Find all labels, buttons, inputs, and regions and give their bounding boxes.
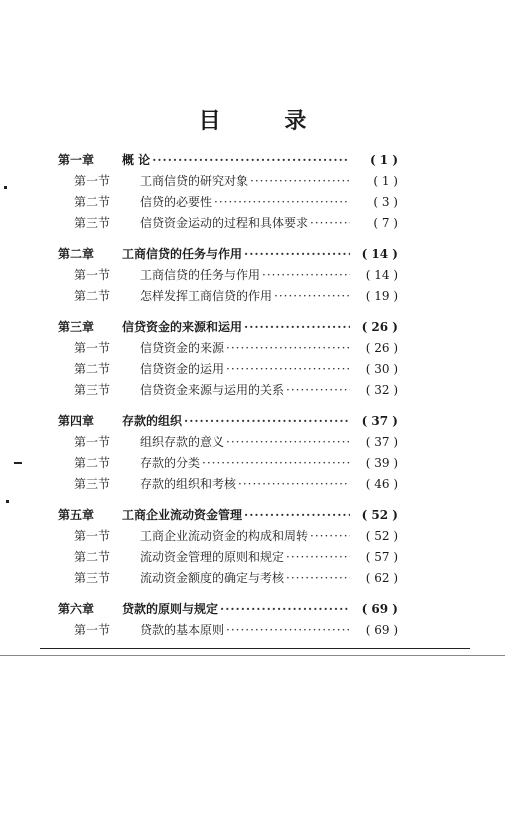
toc-section-row	[58, 620, 398, 641]
chapter-number: 第六章	[58, 602, 95, 616]
page-number: ( 52 )	[365, 529, 398, 543]
section-number: 第二节	[74, 289, 111, 303]
section-number: 第三节	[74, 216, 111, 230]
scan-speck	[6, 500, 9, 503]
section-number: 第三节	[74, 571, 111, 585]
chapter-gap	[58, 234, 398, 244]
section-title: 存款的组织和考核	[140, 477, 237, 491]
dot-leader	[310, 213, 350, 234]
page-number: ( 14 )	[365, 268, 398, 282]
section-number: 第二节	[74, 362, 111, 376]
page-number: ( 69 )	[361, 602, 398, 616]
page-number: ( 46 )	[365, 477, 398, 491]
dot-leader	[152, 150, 350, 171]
chapter-number: 第三章	[58, 320, 95, 334]
toc-chapter-row	[58, 599, 398, 620]
section-number: 第二节	[74, 456, 111, 470]
page-number: ( 1 )	[369, 153, 398, 167]
dot-leader	[274, 286, 350, 307]
toc-chapter-row	[58, 317, 398, 338]
toc-section-row	[58, 474, 398, 495]
chapter-title: 工商企业流动资金管理	[122, 508, 243, 522]
chapter-title: 信贷资金的来源和运用	[122, 320, 243, 334]
section-title: 存款的分类	[140, 456, 201, 470]
page-number: ( 7 )	[373, 216, 398, 230]
dot-leader	[214, 192, 350, 213]
dot-leader	[244, 505, 350, 526]
section-number: 第二节	[74, 195, 111, 209]
page-number: ( 57 )	[365, 550, 398, 564]
scan-speck	[14, 462, 22, 464]
toc-section-row	[58, 265, 398, 286]
toc-section-row	[58, 359, 398, 380]
dot-leader	[226, 620, 350, 641]
page-number: ( 37 )	[361, 414, 398, 428]
toc-section-row	[58, 432, 398, 453]
section-title: 信贷资金运动的过程和具体要求	[140, 216, 309, 230]
dot-leader	[226, 338, 350, 359]
chapter-gap	[58, 589, 398, 599]
section-number: 第一节	[74, 529, 111, 543]
page-number: ( 19 )	[365, 289, 398, 303]
page-number: ( 32 )	[365, 383, 398, 397]
toc-section-row	[58, 380, 398, 401]
section-number: 第一节	[74, 341, 111, 355]
section-number: 第一节	[74, 268, 111, 282]
chapter-gap	[58, 307, 398, 317]
toc-chapter-row	[58, 244, 398, 265]
chapter-title: 存款的组织	[122, 414, 183, 428]
toc-section-row	[58, 171, 398, 192]
table-of-contents	[58, 150, 398, 641]
dot-leader	[286, 547, 350, 568]
dot-leader	[244, 244, 350, 265]
page-number: ( 3 )	[373, 195, 398, 209]
dot-leader	[202, 453, 350, 474]
section-title: 工商企业流动资金的构成和周转	[140, 529, 309, 543]
dot-leader	[250, 171, 350, 192]
section-title: 流动资金额度的确定与考核	[140, 571, 285, 585]
toc-section-row	[58, 286, 398, 307]
section-number: 第二节	[74, 550, 111, 564]
section-title: 信贷资金的来源	[140, 341, 225, 355]
chapter-title: 概 论	[122, 153, 151, 167]
dot-leader	[310, 526, 350, 547]
dot-leader	[226, 359, 350, 380]
dot-leader	[262, 265, 350, 286]
toc-chapter-row	[58, 150, 398, 171]
scan-speck	[4, 186, 7, 189]
chapter-number: 第四章	[58, 414, 95, 428]
chapter-gap	[58, 495, 398, 505]
toc-section-row	[58, 547, 398, 568]
section-title: 贷款的基本原则	[140, 623, 225, 637]
section-title: 信贷资金的运用	[140, 362, 225, 376]
page-number: ( 69 )	[365, 623, 398, 637]
page-number: ( 39 )	[365, 456, 398, 470]
page-number: ( 26 )	[365, 341, 398, 355]
section-title: 信贷的必要性	[140, 195, 213, 209]
toc-section-row	[58, 338, 398, 359]
toc-section-row	[58, 192, 398, 213]
section-title: 工商信贷的任务与作用	[140, 268, 261, 282]
section-title: 组织存款的意义	[140, 435, 225, 449]
section-title: 信贷资金来源与运用的关系	[140, 383, 285, 397]
dot-leader	[220, 599, 350, 620]
section-number: 第三节	[74, 477, 111, 491]
dot-leader	[238, 474, 350, 495]
dot-leader	[184, 411, 350, 432]
dot-leader	[226, 432, 350, 453]
dot-leader	[244, 317, 350, 338]
bottom-rule	[40, 648, 470, 649]
page-number: ( 1 )	[373, 174, 398, 188]
bottom-rule-faint	[0, 655, 505, 656]
page-title: 目 录	[198, 108, 335, 134]
page-number: ( 52 )	[361, 508, 398, 522]
dot-leader	[286, 568, 350, 589]
toc-section-row	[58, 213, 398, 234]
section-title: 工商信贷的研究对象	[140, 174, 249, 188]
page-number: ( 37 )	[365, 435, 398, 449]
section-number: 第一节	[74, 435, 111, 449]
section-title: 怎样发挥工商信贷的作用	[140, 289, 273, 303]
section-number: 第一节	[74, 174, 111, 188]
toc-section-row	[58, 453, 398, 474]
chapter-number: 第一章	[58, 153, 95, 167]
chapter-number: 第二章	[58, 247, 95, 261]
page-number: ( 14 )	[361, 247, 398, 261]
chapter-title: 工商信贷的任务与作用	[122, 247, 243, 261]
chapter-gap	[58, 401, 398, 411]
chapter-title: 贷款的原则与规定	[122, 602, 219, 616]
toc-section-row	[58, 526, 398, 547]
page-number: ( 30 )	[365, 362, 398, 376]
page-number: ( 26 )	[361, 320, 398, 334]
section-number: 第三节	[74, 383, 111, 397]
toc-chapter-row	[58, 411, 398, 432]
dot-leader	[286, 380, 350, 401]
page-number: ( 62 )	[365, 571, 398, 585]
toc-chapter-row	[58, 505, 398, 526]
chapter-number: 第五章	[58, 508, 95, 522]
toc-section-row	[58, 568, 398, 589]
section-number: 第一节	[74, 623, 111, 637]
section-title: 流动资金管理的原则和规定	[140, 550, 285, 564]
